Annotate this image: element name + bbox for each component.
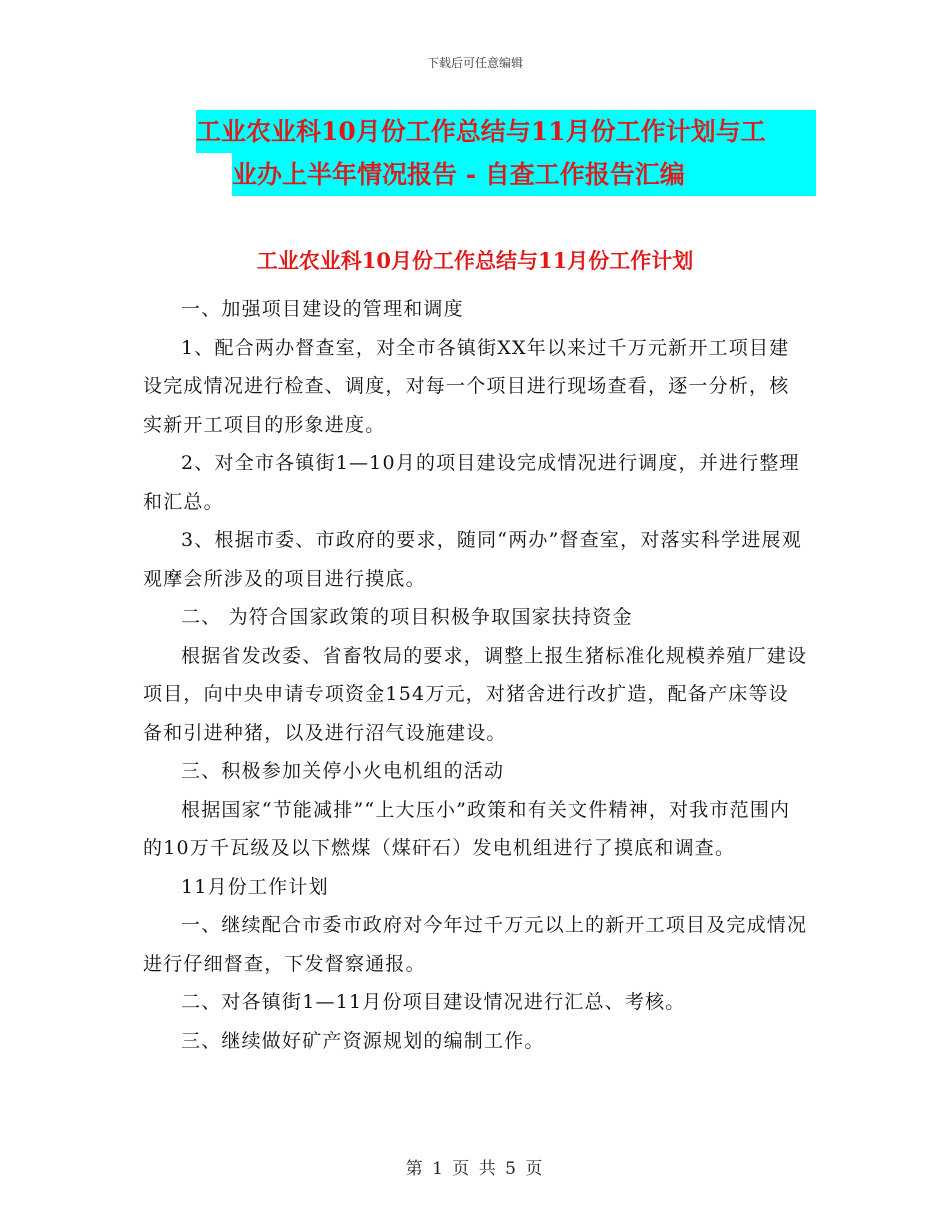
paragraph: 一、加强项目建设的管理和调度 xyxy=(181,298,464,320)
document-title xyxy=(196,110,816,196)
paragraph: 二、对各镇街1—11月份项目建设情况进行汇总、考核。 xyxy=(181,991,686,1013)
title-line-2: 业办上半年情况报告 - 自查工作报告汇编 xyxy=(232,160,685,189)
paragraph: 一、继续配合市委市政府对今年过千万元以上的新开工项目及完成情况进行仔细督查，下发督察通报。 xyxy=(143,914,808,975)
header-note: 下载后可任意编辑 xyxy=(426,56,523,70)
page-number: 第 1 页 共 5 页 xyxy=(405,1159,545,1179)
section-title: 工业农业科10月份工作总结与11月份工作计划 xyxy=(256,248,694,273)
paragraph: 根据省发改委、省畜牧局的要求，调整上报生猪标准化规模养殖厂建设项目，向中央申请专项资金154万元，对猪舍进行改扩造，配备产床等设备和引进种猪，以及进行沼气设施建设。 xyxy=(143,644,808,744)
document-body xyxy=(143,290,808,1060)
title-line-1: 工业农业科10月份工作总结与11月份工作计划与工 xyxy=(196,117,766,146)
paragraph: 3、根据市委、市政府的要求，随同“两办”督查室，对落实科学进展观观摩会所涉及的项目进行摸底。 xyxy=(143,529,802,590)
paragraph: 三、继续做好矿产资源规划的编制工作。 xyxy=(181,1029,545,1052)
paragraph: 11月份工作计划 xyxy=(181,875,329,898)
paragraph: 三、积极参加关停小火电机组的活动 xyxy=(181,760,505,782)
paragraph: 二、 为符合国家政策的项目积极争取国家扶持资金 xyxy=(181,606,633,628)
paragraph: 1、配合两办督查室，对全市各镇街XX年以来过千万元新开工项目建设完成情况进行检查、调度，对每一个项目进行现场查看，逐一分析，核实新开工项目的形象进度。 xyxy=(143,336,790,436)
paragraph: 根据国家“节能减排”“上大压小”政策和有关文件精神，对我市范围内的10万千瓦级及以下燃煤（煤矸石）发电机组进行了摸底和调查。 xyxy=(143,798,791,859)
paragraph: 2、对全市各镇街1—10月的项目建设完成情况进行调度，并进行整理和汇总。 xyxy=(143,452,800,513)
